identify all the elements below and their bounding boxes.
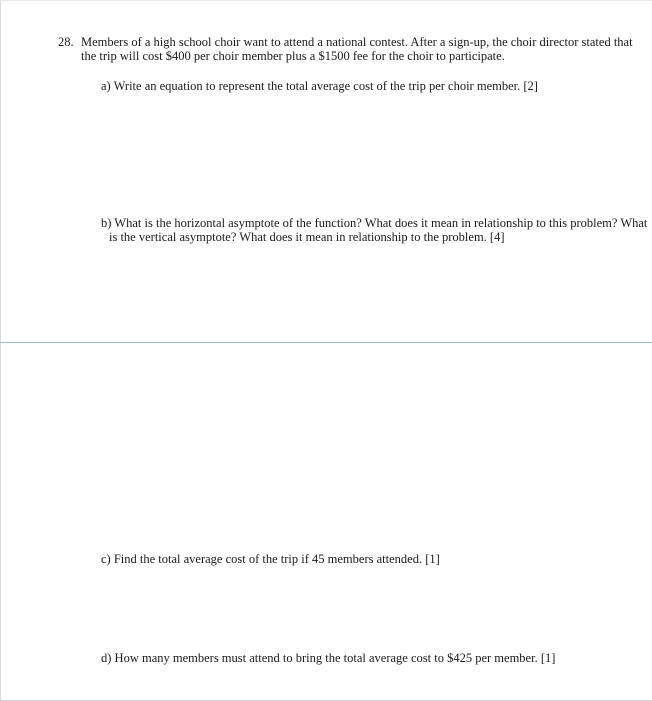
question-stem-line-1: Members of a high school choir want to attend a national contest. After a sign-up, the choir director stated that xyxy=(81,35,633,49)
question-number: 28. xyxy=(58,35,74,49)
part-a-prompt: a) Write an equation to represent the total average cost of the trip per choir member. [2] xyxy=(101,79,538,93)
part-d-prompt: d) How many members must attend to bring the total average cost to $425 per member. [1] xyxy=(101,651,556,665)
question-stem-line-2: the trip will cost $400 per choir member plus a $1500 fee for the choir to participate. xyxy=(81,49,505,63)
part-b-prompt-line-1: b) What is the horizontal asymptote of the function? What does it mean in relationship to this problem? What xyxy=(101,216,648,230)
part-c-prompt: c) Find the total average cost of the trip if 45 members attended. [1] xyxy=(101,552,440,566)
page-divider xyxy=(0,342,652,343)
part-b-prompt-line-2: is the vertical asymptote? What does it mean in relationship to the problem. [4] xyxy=(109,230,505,244)
